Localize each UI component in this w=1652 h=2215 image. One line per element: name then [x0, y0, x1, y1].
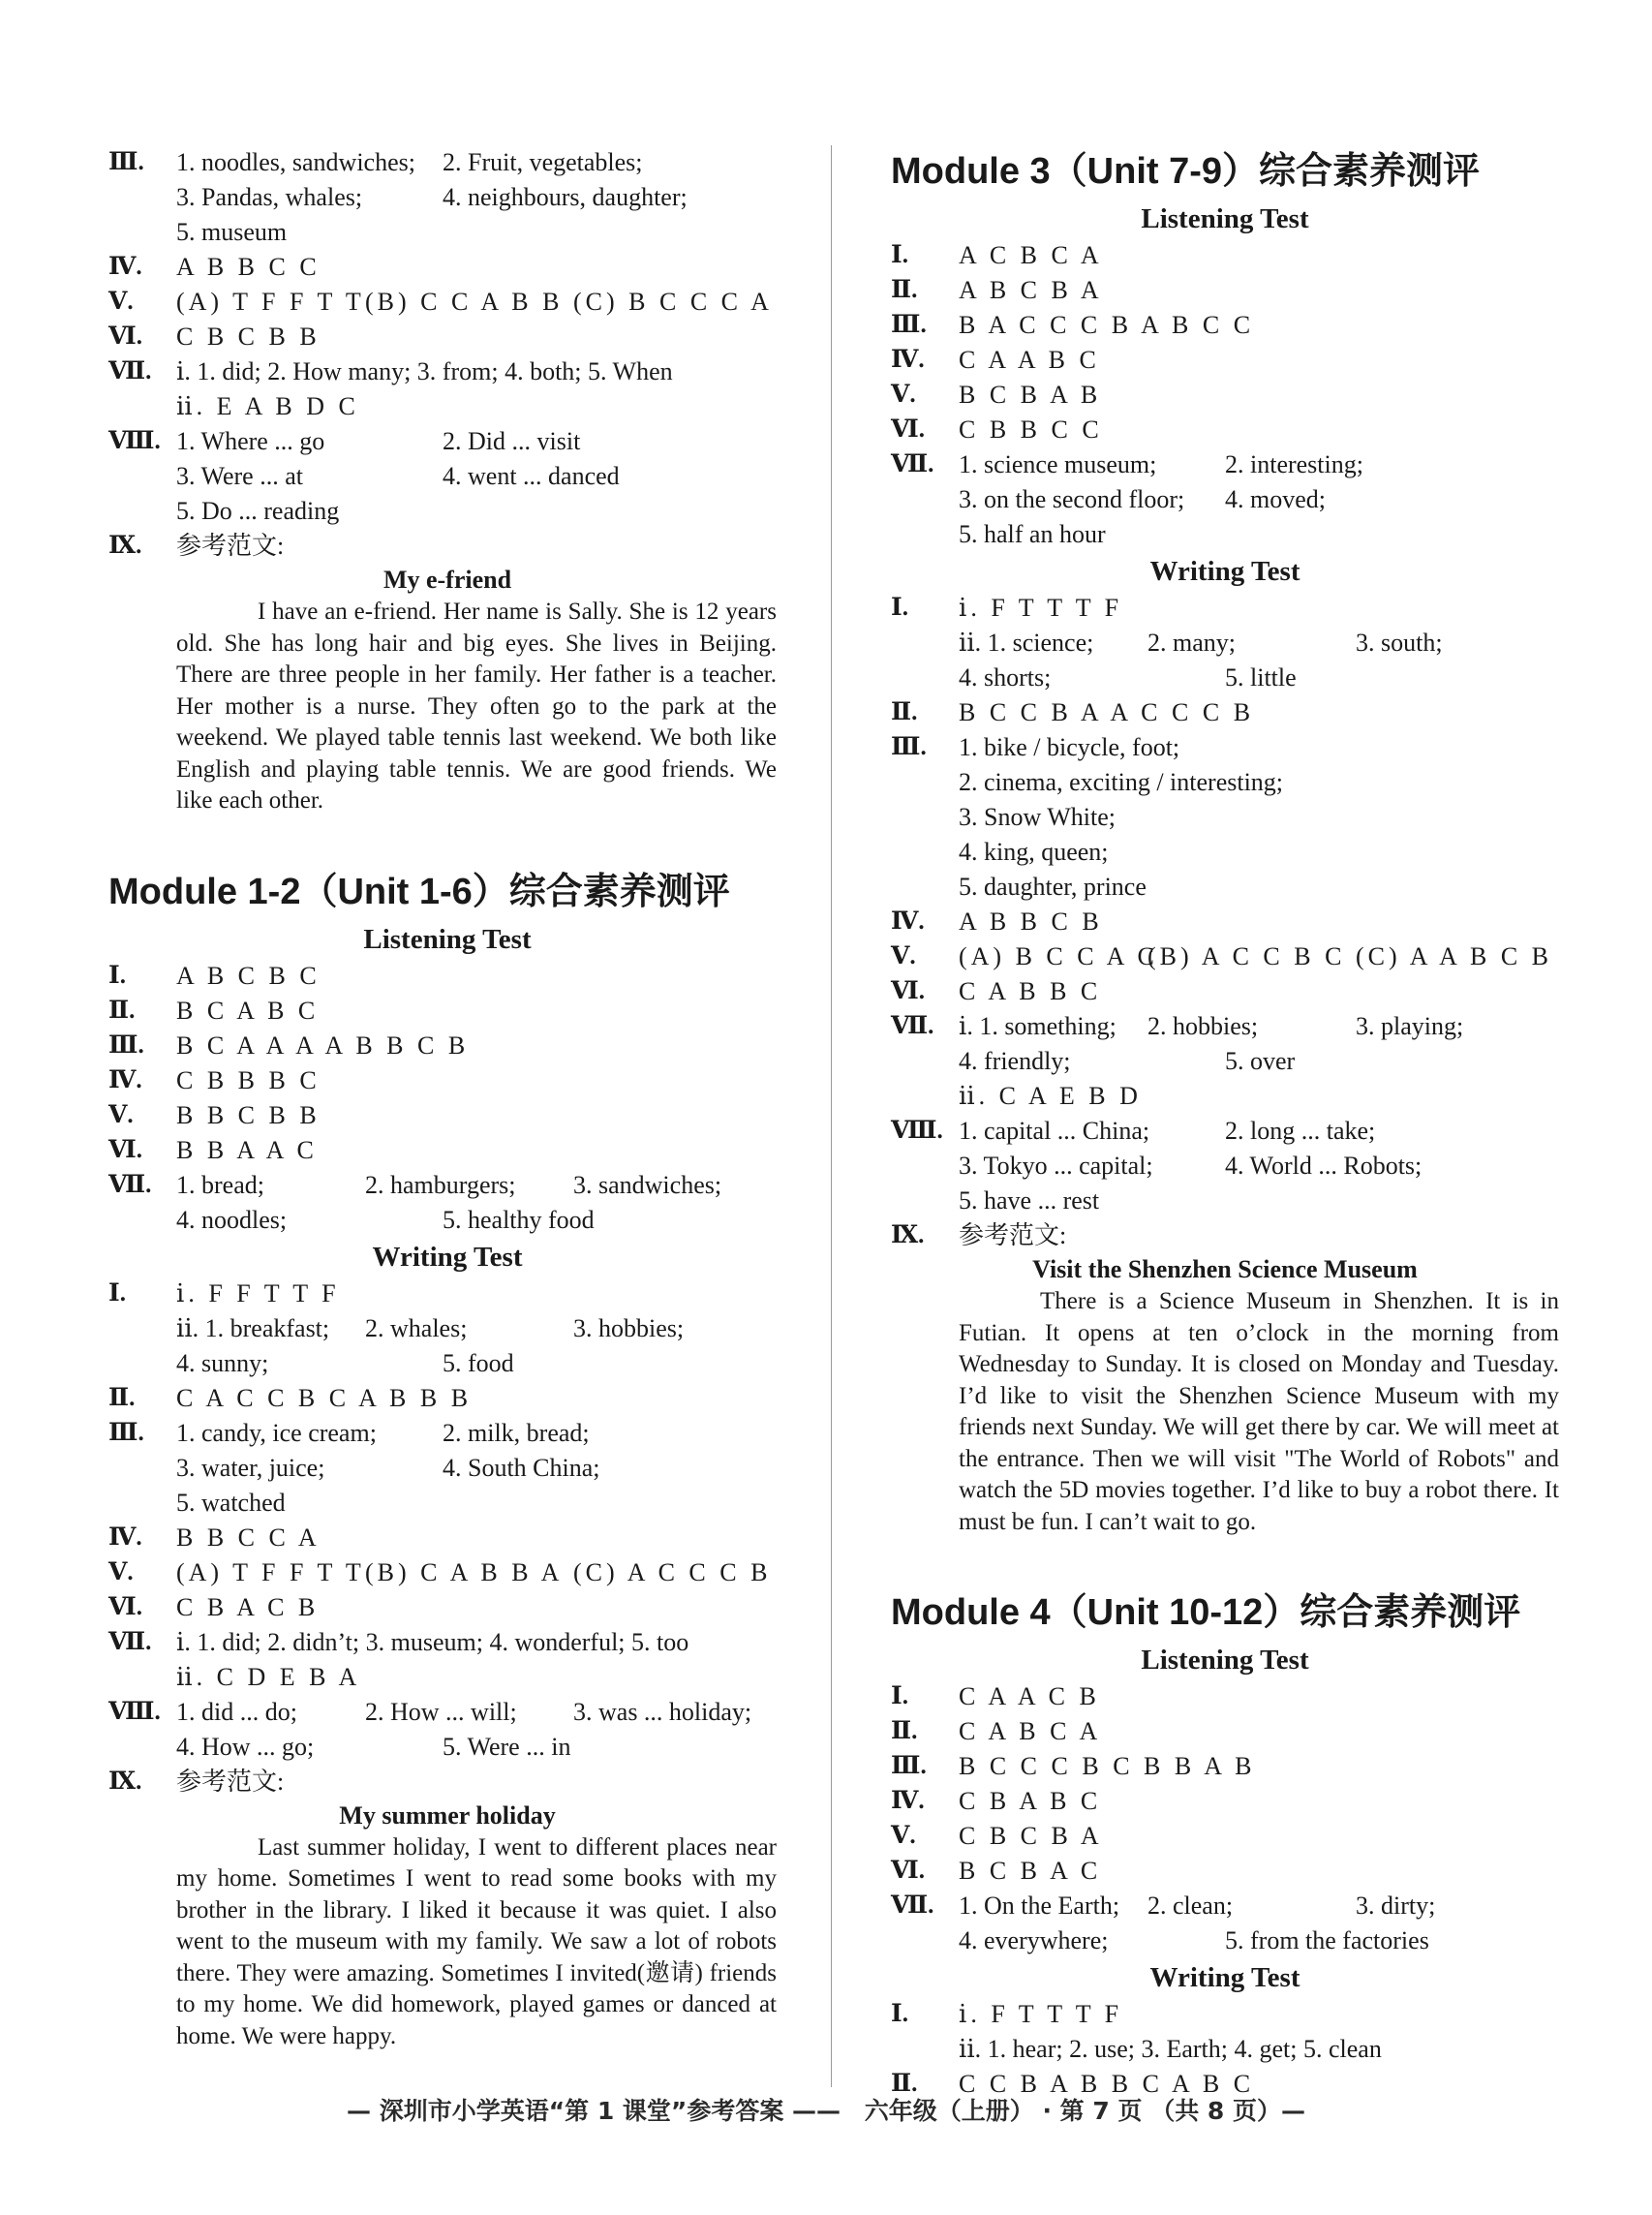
answer-row — [108, 1277, 786, 1311]
item-number: Ⅵ. — [891, 416, 925, 443]
item-number: Ⅶ. — [108, 1628, 152, 1655]
answer-row — [891, 447, 1559, 482]
answer-text: 2. hobbies; — [1147, 1012, 1259, 1040]
answer-row — [891, 1714, 1559, 1749]
item-number: Ⅳ. — [108, 254, 142, 280]
answer-row — [108, 1168, 786, 1203]
answer-row — [108, 1098, 786, 1133]
answer-text: 4. noodles; — [176, 1205, 288, 1234]
answer-text: 3. hobbies; — [573, 1313, 685, 1342]
answer-text: 4. South China; — [443, 1453, 600, 1482]
item-number: Ⅰ. — [108, 962, 126, 989]
answer-text: 5. museum — [176, 218, 288, 246]
answer-text: A B B C B — [959, 908, 1103, 936]
answer-row — [891, 1218, 1559, 1253]
right-column — [891, 145, 1559, 2102]
writing-answers — [108, 1277, 786, 1800]
answer-text: 5. daughter, prince — [959, 873, 1147, 901]
answer-row — [108, 1451, 786, 1486]
item-number: Ⅸ. — [891, 1222, 925, 1248]
answer-row — [108, 1133, 786, 1168]
answer-text: B B C C A — [176, 1523, 321, 1552]
answer-row — [108, 994, 786, 1029]
item-number: Ⅴ. — [108, 289, 134, 315]
module-title: Module 3（Unit 7-9）综合素养测评 — [891, 151, 1481, 192]
answer-row — [108, 529, 786, 564]
answer-text: 2. Fruit, vegetables; — [443, 148, 643, 176]
answer-row — [891, 308, 1559, 343]
answer-row — [108, 1660, 786, 1695]
essay-text: There is a Science Museum in Shenzhen. It is in Futian. It opens at ten o’clock in the morning from Wednesday to Sunday. It is closed on Monday and Tuesday. I’d like to visit the Shenzhen Science Museum with my friends next Sunday. We will get there by car. We will meet at the entrance. Then we will visit "The World of Robots" and watch the 5D movies together. I’d like to buy a robot there. It must be fun. I can’t wait to go. — [959, 1288, 1559, 1535]
answer-row — [891, 482, 1559, 517]
answer-row — [891, 517, 1559, 552]
answer-row — [891, 1889, 1559, 1923]
answer-row — [891, 1819, 1559, 1854]
essay-title: My e-friend — [382, 566, 512, 594]
answer-row — [891, 939, 1559, 974]
item-number: Ⅴ. — [891, 943, 916, 969]
answer-text: 2. long ... take; — [1225, 1117, 1376, 1145]
answer-text: (C) A A B C B — [1356, 942, 1552, 970]
item-number: Ⅲ. — [108, 149, 144, 175]
answer-row — [891, 1044, 1559, 1079]
answer-text: (B) C C A B B — [365, 288, 564, 316]
answer-row — [108, 1730, 786, 1765]
answer-text: 2. milk, bread; — [443, 1418, 590, 1447]
answer-text: 2. many; — [1147, 629, 1236, 657]
answer-text: 3. south; — [1356, 629, 1443, 657]
answer-text: ⅱ. E A B D C — [176, 392, 359, 420]
answer-text: 1. noodles, sandwiches; — [176, 148, 415, 176]
answer-text: (C) A C C C B — [573, 1557, 772, 1586]
answer-text: (B) C A B B A — [365, 1557, 564, 1586]
column-divider — [831, 145, 832, 2087]
answer-text: (B) A C C B C — [1147, 942, 1346, 970]
answer-row — [891, 1184, 1559, 1218]
item-number: Ⅰ. — [891, 1683, 908, 1709]
item-number: Ⅸ. — [108, 1768, 142, 1795]
answer-row — [108, 389, 786, 424]
answer-text: 5. over — [1225, 1047, 1296, 1075]
answer-text: A B C B C — [176, 961, 321, 990]
item-number: Ⅷ. — [891, 1118, 943, 1144]
footer-page-info: 六年级（上册） · 第 7 页 （共 8 页）— — [864, 2097, 1305, 2125]
item-number: Ⅴ. — [891, 1823, 916, 1849]
item-number: Ⅵ. — [108, 323, 142, 350]
answer-row — [108, 1590, 786, 1625]
answers-unit-review — [108, 145, 786, 564]
answer-text: 参考范文: — [176, 1767, 285, 1796]
answer-text: 2. How ... will; — [365, 1697, 517, 1726]
item-number: Ⅵ. — [891, 978, 925, 1004]
answer-row — [891, 974, 1559, 1009]
answer-text: 4. went ... danced — [443, 462, 620, 490]
answer-text: ⅱ. 1. science; — [959, 629, 1094, 657]
answer-text: ⅰ. F T T T F — [959, 2000, 1123, 2028]
answer-text: C B A C B — [176, 1592, 320, 1621]
answer-text: ⅰ. F F T T F — [176, 1278, 340, 1307]
writing-answers — [891, 1997, 1559, 2102]
answer-row — [891, 1854, 1559, 1889]
module-title: Module 4（Unit 10-12）综合素养测评 — [891, 1592, 1521, 1633]
section-title: Listening Test — [363, 923, 532, 955]
answer-row — [891, 378, 1559, 413]
answer-text: 5. healthy food — [443, 1205, 595, 1234]
item-number: Ⅶ. — [108, 1171, 152, 1198]
answer-row — [108, 145, 786, 180]
answer-row — [891, 1114, 1559, 1149]
answer-text: 4. everywhere; — [959, 1926, 1109, 1954]
item-number: Ⅶ. — [891, 451, 934, 477]
answer-row — [108, 494, 786, 529]
answer-row — [891, 1149, 1559, 1184]
item-number: Ⅰ. — [891, 595, 908, 621]
answer-row — [108, 959, 786, 994]
answer-text: 4. World ... Robots; — [1225, 1152, 1423, 1180]
answer-text: 2. clean; — [1147, 1892, 1234, 1920]
answer-row — [108, 1381, 786, 1416]
answer-row — [891, 343, 1559, 378]
item-number: Ⅳ. — [891, 347, 925, 373]
answer-text: 5. from the factories — [1225, 1926, 1429, 1954]
answer-text: A C B C A — [959, 241, 1103, 269]
answer-row — [891, 273, 1559, 308]
answer-text: A B B C C — [176, 253, 321, 281]
item-number: Ⅵ. — [891, 1858, 925, 1884]
answer-text: 3. sandwiches; — [573, 1170, 722, 1199]
answer-text: 5. have ... rest — [959, 1186, 1100, 1215]
listening-answers — [891, 238, 1559, 552]
item-number: Ⅱ. — [891, 277, 918, 303]
answer-row — [108, 180, 786, 215]
item-number: Ⅳ. — [108, 1523, 142, 1551]
item-number: Ⅲ. — [891, 734, 927, 760]
answer-row — [108, 1486, 786, 1521]
listening-answers — [891, 1679, 1559, 1958]
answer-text: 3. Snow White; — [959, 803, 1117, 831]
item-number: Ⅴ. — [108, 1558, 134, 1585]
section-title: Writing Test — [372, 1241, 523, 1273]
essay-text: I have an e-friend. Her name is Sally. She is 12 years old. She has long hair and big eyes. She lives in Beijing. There are three people in her family. Her father is a teacher. Her mother is a nurse. They often go to the park at the weekend. We played table tennis last weekend. We both like English and playing table tennis. We are good friends. We like each other. — [176, 599, 777, 814]
answer-text: C A B C A — [959, 1717, 1102, 1745]
answer-text: 4. friendly; — [959, 1047, 1071, 1075]
answer-text: 1. did ... do; — [176, 1697, 297, 1726]
answer-text: ⅱ. C D E B A — [176, 1662, 361, 1691]
answer-text: 3. was ... holiday; — [573, 1697, 752, 1726]
answer-row — [108, 215, 786, 250]
answer-row — [108, 285, 786, 320]
answer-text: ⅱ. 1. hear; 2. use; 3. Earth; 4. get; 5. clean — [959, 2035, 1382, 2063]
essay-title: My summer holiday — [339, 1800, 556, 1830]
answer-row — [891, 905, 1559, 939]
answer-row — [108, 250, 786, 285]
answer-text: B B A A C — [176, 1135, 318, 1164]
answer-text: B C B A B — [959, 381, 1102, 409]
item-number: Ⅴ. — [108, 1101, 134, 1128]
answer-text: C A A C B — [959, 1682, 1100, 1710]
item-number: Ⅰ. — [891, 242, 908, 268]
listening-answers — [108, 959, 786, 1238]
answer-row — [891, 730, 1559, 765]
left-column — [108, 145, 786, 2056]
answer-text: B C B A C — [959, 1857, 1102, 1885]
answer-row — [891, 626, 1559, 661]
answer-row — [891, 835, 1559, 870]
answer-text: A B C B A — [959, 276, 1103, 304]
answer-row — [891, 238, 1559, 273]
answer-text: B A C C C B A B C C — [959, 311, 1255, 339]
answer-row — [108, 1625, 786, 1660]
item-number: Ⅱ. — [891, 699, 918, 725]
answer-row — [891, 1749, 1559, 1784]
answer-text: 1. candy, ice cream; — [176, 1418, 377, 1447]
answer-text: 1. science museum; — [959, 450, 1157, 478]
answer-row — [108, 1346, 786, 1381]
answer-row — [891, 1679, 1559, 1714]
answer-row — [891, 695, 1559, 730]
item-number: Ⅶ. — [108, 358, 152, 385]
answer-text: C A A B C — [959, 346, 1100, 374]
answer-text: 1. bike / bicycle, foot; — [959, 733, 1180, 761]
item-number: Ⅱ. — [108, 1384, 136, 1411]
answer-row — [108, 1695, 786, 1730]
answer-text: C B C B A — [959, 1822, 1103, 1850]
item-number: Ⅸ. — [108, 533, 142, 559]
answer-text: 1. Where ... go — [176, 427, 325, 455]
answer-text: B C C B A A C C C B — [959, 698, 1255, 726]
answer-text: ⅱ. C A E B D — [959, 1082, 1142, 1110]
answer-text: 5. Do ... reading — [176, 497, 340, 525]
answer-text: 参考范文: — [176, 532, 285, 560]
item-number: Ⅴ. — [891, 382, 916, 408]
answer-row — [108, 1521, 786, 1555]
answer-text: 5. Were ... in — [443, 1732, 571, 1761]
answer-row — [108, 1203, 786, 1238]
answer-text: C C B A B B C A B C — [959, 2070, 1255, 2098]
answer-text: 3. on the second floor; — [959, 485, 1185, 513]
answer-text: 3. water, juice; — [176, 1453, 325, 1482]
item-number: Ⅲ. — [108, 1031, 144, 1059]
essay-title: Visit the Shenzhen Science Museum — [1032, 1255, 1418, 1283]
item-number: Ⅰ. — [891, 2001, 908, 2027]
item-number: Ⅶ. — [891, 1013, 934, 1039]
item-number: Ⅷ. — [108, 1698, 161, 1725]
answer-text: 4. How ... go; — [176, 1732, 315, 1761]
answer-row — [891, 661, 1559, 695]
item-number: Ⅳ. — [891, 908, 925, 935]
answer-text: 4. sunny; — [176, 1348, 269, 1377]
answer-row — [891, 413, 1559, 447]
answer-text: B C A A A A B B C B — [176, 1031, 470, 1060]
answer-row — [108, 354, 786, 389]
answer-text: 4. neighbours, daughter; — [443, 183, 688, 211]
answer-row — [891, 765, 1559, 800]
item-number: Ⅶ. — [891, 1892, 934, 1919]
answer-row — [108, 320, 786, 354]
answer-text: 1. On the Earth; — [959, 1892, 1120, 1920]
answer-row — [891, 2032, 1559, 2067]
answer-row — [891, 1923, 1559, 1958]
answer-text: 2. cinema, exciting / interesting; — [959, 768, 1284, 796]
item-number: Ⅰ. — [108, 1279, 126, 1307]
answer-row — [108, 1029, 786, 1063]
answer-row — [891, 1009, 1559, 1044]
page-footer — [0, 2092, 1652, 2131]
answer-text: C A C C B C A B B B — [176, 1383, 473, 1412]
answer-row — [891, 591, 1559, 626]
answer-text: 1. capital ... China; — [959, 1117, 1150, 1145]
answer-row — [108, 1765, 786, 1800]
answer-text: 参考范文: — [959, 1221, 1067, 1249]
answer-text: ⅰ. 1. did; 2. didn’t; 3. museum; 4. wonderful; 5. too — [176, 1627, 689, 1656]
answer-text: 3. Tokyo ... capital; — [959, 1152, 1153, 1180]
answer-text: (A) T F F T T — [176, 1557, 365, 1586]
item-number: Ⅵ. — [108, 1593, 142, 1620]
item-number: Ⅳ. — [108, 1066, 142, 1093]
section-title: Listening Test — [1141, 1645, 1309, 1676]
answer-text: C B B B C — [176, 1065, 321, 1094]
answer-row — [891, 800, 1559, 835]
item-number: Ⅱ. — [108, 997, 136, 1024]
answer-row — [108, 424, 786, 459]
item-number: Ⅲ. — [891, 312, 927, 338]
answer-row — [108, 459, 786, 494]
answer-text: 3. playing; — [1356, 1012, 1464, 1040]
answer-text: (C) B C C C A — [573, 288, 773, 316]
answer-row — [108, 1555, 786, 1590]
answer-text: C B C B B — [176, 323, 321, 351]
module-title: Module 1-2（Unit 1-6）综合素养测评 — [108, 871, 730, 912]
answer-row — [891, 1997, 1559, 2032]
answer-text: ⅱ. 1. breakfast; — [176, 1313, 330, 1342]
answer-row — [891, 1784, 1559, 1819]
answer-text: 3. Were ... at — [176, 462, 303, 490]
item-number: Ⅳ. — [891, 1788, 925, 1814]
answer-text: 5. half an hour — [959, 520, 1106, 548]
answer-text: 5. food — [443, 1348, 514, 1377]
section-title: Listening Test — [1141, 203, 1309, 234]
answer-text: C B B C C — [959, 415, 1103, 444]
answer-text: ⅰ. 1. something; — [959, 1012, 1117, 1040]
item-number: Ⅱ. — [891, 1718, 918, 1744]
answer-text: 2. interesting; — [1225, 450, 1363, 478]
answer-text: 4. shorts; — [959, 663, 1052, 692]
item-number: Ⅵ. — [108, 1136, 142, 1163]
item-number: Ⅲ. — [108, 1419, 144, 1446]
answer-text: ⅰ. 1. did; 2. How many; 3. from; 4. both; 5. When — [176, 357, 673, 385]
answer-row — [891, 1079, 1559, 1114]
item-number: Ⅱ. — [891, 2071, 918, 2097]
answer-row — [108, 1311, 786, 1346]
item-number: Ⅷ. — [108, 428, 161, 454]
answer-row — [108, 1416, 786, 1451]
answer-text: 5. little — [1225, 663, 1297, 692]
answer-text: (A) T F F T T — [176, 288, 365, 316]
answer-text: C B A B C — [959, 1787, 1102, 1815]
answer-text: ⅰ. F T T T F — [959, 594, 1123, 622]
answer-text: 2. hamburgers; — [365, 1170, 516, 1199]
answer-text: 2. whales; — [365, 1313, 468, 1342]
answer-row — [891, 870, 1559, 905]
answer-text: 1. bread; — [176, 1170, 264, 1199]
section-title: Writing Test — [1149, 556, 1300, 587]
section-title: Writing Test — [1149, 1962, 1300, 1993]
answer-text: 3. dirty; — [1356, 1892, 1436, 1920]
answer-text: B C C C B C B B A B — [959, 1752, 1256, 1780]
answer-text: 3. Pandas, whales; — [176, 183, 363, 211]
item-number: Ⅲ. — [891, 1753, 927, 1779]
answer-text: 4. moved; — [1225, 485, 1326, 513]
footer-book-title: — 深圳市小学英语“第 1 课堂”参考答案 —— — [346, 2097, 841, 2125]
answer-text: B B C B B — [176, 1100, 321, 1129]
answer-text: 5. watched — [176, 1488, 286, 1517]
answer-text: 4. king, queen; — [959, 838, 1109, 866]
writing-answers — [891, 591, 1559, 1253]
answer-text: 2. Did ... visit — [443, 427, 581, 455]
answer-text: C A B B C — [959, 977, 1102, 1005]
answer-text: B C A B C — [176, 996, 320, 1025]
essay-text: Last summer holiday, I went to different places near my home. Sometimes I went to read some books with my brother in the library. I liked it because it was quiet. I also went to the museum with my family. We saw a lot of robots there. They were amazing. Sometimes I invited(邀请) friends to my home. We did homework, played games or danced at home. We were happy. — [176, 1833, 777, 2049]
answer-row — [108, 1063, 786, 1098]
answer-text: (A) B C C A C — [959, 942, 1158, 970]
